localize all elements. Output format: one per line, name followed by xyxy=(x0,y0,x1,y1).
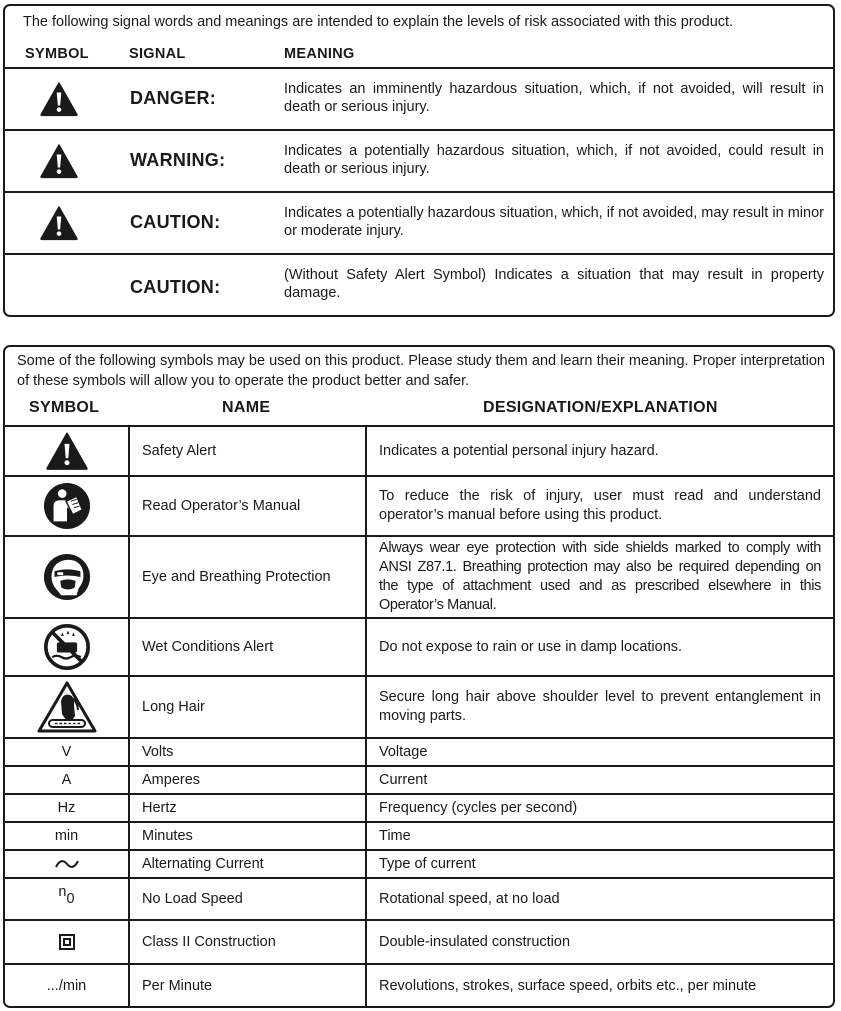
symbol-name: Read Operator’s Manual xyxy=(129,476,366,536)
signal-row-caution-no-symbol xyxy=(5,255,833,315)
signal-meaning: Indicates an imminently hazardous situation, which, if not avoided, will result in death or serious injury. xyxy=(284,81,824,115)
symbol-name: Wet Conditions Alert xyxy=(129,618,366,676)
symbol-explanation: Secure long hair above shoulder level to prevent entanglement in moving parts. xyxy=(366,676,833,738)
symbol-text: min xyxy=(5,822,129,850)
symbol-name: Class II Construction xyxy=(129,920,366,964)
table-row xyxy=(5,794,833,822)
table-row xyxy=(5,766,833,794)
signal-header-meaning: MEANING xyxy=(284,46,355,62)
symbol-explanation: Always wear eye protection with side shields marked to comply with ANSI Z87.1. Breathing protection may also be required depending on the type of attachment used and as prescribed elsewhere in this Operator’s Manual. xyxy=(366,536,833,618)
signal-words-box xyxy=(3,4,835,317)
symbol-explanation: Do not expose to rain or use in damp locations. xyxy=(366,618,833,676)
eye-breathing-protection-icon xyxy=(43,553,91,601)
signal-row-danger xyxy=(5,69,833,129)
table-row xyxy=(5,618,833,676)
symbol-explanation: Type of current xyxy=(366,850,833,878)
read-manual-icon xyxy=(43,482,91,530)
symbol-text: Hz xyxy=(5,794,129,822)
class-ii-construction-icon xyxy=(59,934,75,950)
table-row xyxy=(5,536,833,618)
signal-intro: The following signal words and meanings are intended to explain the levels of risk associated with this product. xyxy=(23,14,734,30)
table-row xyxy=(5,964,833,1008)
symbol-subscript: 0 xyxy=(66,890,75,907)
table-row xyxy=(5,920,833,964)
signal-word: WARNING: xyxy=(130,150,226,170)
symbol-name: Per Minute xyxy=(129,964,366,1008)
signal-meaning: Indicates a potentially hazardous situation, which, if not avoided, could result in death or serious injury. xyxy=(284,143,824,177)
symbol-text: A xyxy=(5,766,129,794)
symbol-text: .../min xyxy=(5,964,129,1008)
symbol-explanation: Time xyxy=(366,822,833,850)
symbol-explanation: Indicates a potential personal injury hazard. xyxy=(366,426,833,476)
signal-word: CAUTION: xyxy=(130,212,221,232)
table-row xyxy=(5,850,833,878)
symbol-explanation: Frequency (cycles per second) xyxy=(366,794,833,822)
symbols-box xyxy=(3,345,835,1008)
no-load-speed-symbol xyxy=(5,878,129,920)
symbol-name: Volts xyxy=(129,738,366,766)
symbol-name: No Load Speed xyxy=(129,878,366,920)
symbol-explanation: Double-insulated construction xyxy=(366,920,833,964)
table-row xyxy=(5,676,833,738)
symbol-name: Hertz xyxy=(129,794,366,822)
table-row xyxy=(5,426,833,476)
symbol-name: Long Hair xyxy=(129,676,366,738)
safety-alert-icon xyxy=(46,432,88,470)
symbols-header-symbol: SYMBOL xyxy=(29,399,100,416)
symbol-name: Eye and Breathing Protection xyxy=(129,536,366,618)
table-row xyxy=(5,822,833,850)
symbol-explanation: Voltage xyxy=(366,738,833,766)
safety-alert-icon xyxy=(40,81,78,117)
symbol-name: Alternating Current xyxy=(129,850,366,878)
symbol-explanation: Current xyxy=(366,766,833,794)
signal-row-warning xyxy=(5,131,833,191)
long-hair-icon xyxy=(37,681,97,733)
safety-alert-icon xyxy=(40,205,78,241)
symbol-name: Safety Alert xyxy=(129,426,366,476)
signal-meaning: Indicates a potentially hazardous situation, which, if not avoided, may result in minor or moderate injury. xyxy=(284,205,824,239)
signal-header-signal: SIGNAL xyxy=(129,46,186,62)
table-row xyxy=(5,878,833,920)
signal-row-caution xyxy=(5,193,833,253)
symbols-table xyxy=(5,425,833,1008)
alternating-current-icon xyxy=(54,857,80,871)
symbol-name: Amperes xyxy=(129,766,366,794)
symbol-explanation: To reduce the risk of injury, user must read and understand operator’s manual before using this product. xyxy=(366,476,833,536)
signal-meaning: (Without Safety Alert Symbol) Indicates a situation that may result in property damage. xyxy=(284,267,824,301)
symbol-text: n xyxy=(58,883,67,900)
wet-conditions-icon xyxy=(44,624,90,670)
safety-alert-icon xyxy=(40,143,78,179)
symbol-text: V xyxy=(5,738,129,766)
signal-word: CAUTION: xyxy=(130,277,221,297)
table-row xyxy=(5,476,833,536)
symbols-intro: Some of the following symbols may be used on this product. Please study them and learn their meaning. Proper interpretation of these symbols will allow you to operate the product better and safer. xyxy=(17,353,825,389)
symbol-explanation: Revolutions, strokes, surface speed, orbits etc., per minute xyxy=(366,964,833,1008)
table-row xyxy=(5,738,833,766)
signal-header-symbol: SYMBOL xyxy=(25,46,89,62)
signal-word: DANGER: xyxy=(130,88,217,108)
symbol-name: Minutes xyxy=(129,822,366,850)
symbols-header-name: NAME xyxy=(222,399,271,416)
symbol-explanation: Rotational speed, at no load xyxy=(366,878,833,920)
symbols-header-explanation: DESIGNATION/EXPLANATION xyxy=(483,399,718,416)
